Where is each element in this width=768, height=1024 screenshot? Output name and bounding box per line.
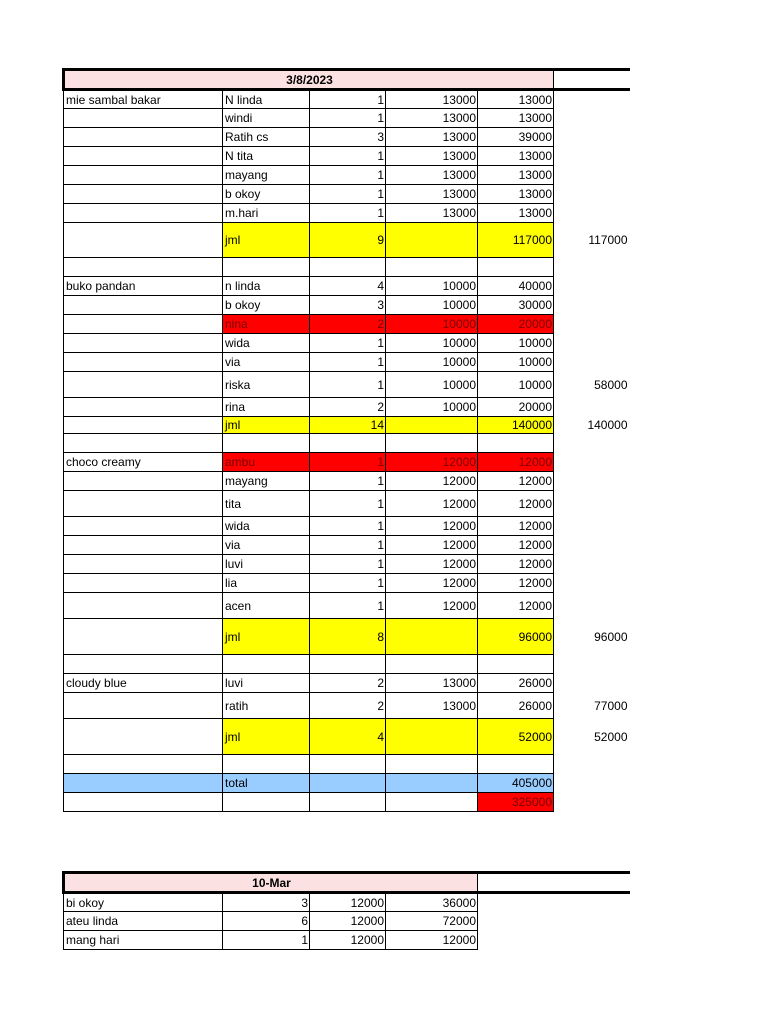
side-total-cell xyxy=(554,147,630,166)
price-cell: 13000 xyxy=(386,674,478,693)
qty-cell: 1 xyxy=(310,593,386,619)
amount-cell: 12000 xyxy=(478,593,554,619)
table-row xyxy=(64,372,630,398)
product-cell: choco creamy xyxy=(64,453,223,472)
qty-cell: 1 xyxy=(310,109,386,128)
table-row xyxy=(64,793,630,812)
name-cell: b okoy xyxy=(223,296,310,315)
qty-cell xyxy=(310,258,386,277)
qty-cell: 1 xyxy=(310,334,386,353)
qty-cell: 1 xyxy=(310,555,386,574)
table-row xyxy=(64,931,630,950)
amount-cell: 20000 xyxy=(478,315,554,334)
name-cell: m.hari xyxy=(223,204,310,223)
price-cell: 13000 xyxy=(386,147,478,166)
side-total-cell: 140000 xyxy=(587,418,628,432)
price-cell: 12000 xyxy=(386,517,478,536)
qty-cell: 1 xyxy=(310,147,386,166)
product-cell xyxy=(64,472,223,491)
name-cell: bi okoy xyxy=(64,893,223,912)
product-cell xyxy=(64,774,223,793)
table-row xyxy=(64,434,630,453)
subtotal-row xyxy=(64,223,630,258)
product-cell xyxy=(64,109,223,128)
amount-cell: 10000 xyxy=(478,353,554,372)
amount-cell: 26000 xyxy=(478,693,554,719)
name-cell xyxy=(223,793,310,812)
name-cell: Ratih cs xyxy=(223,128,310,147)
product-cell: mie sambal bakar xyxy=(64,90,223,109)
side-total-cell xyxy=(554,185,630,204)
product-cell xyxy=(64,593,223,619)
side-total-cell xyxy=(554,655,630,674)
price-cell: 10000 xyxy=(386,334,478,353)
table-row xyxy=(64,555,630,574)
price-cell: 13000 xyxy=(386,128,478,147)
price-cell: 12000 xyxy=(386,574,478,593)
product-cell xyxy=(64,147,223,166)
side-total-cell xyxy=(554,593,630,619)
product-cell xyxy=(64,555,223,574)
name-cell: jml xyxy=(223,619,310,655)
side-total-cell xyxy=(554,774,630,793)
side-total-cell: 77000 xyxy=(594,698,628,713)
name-cell: tita xyxy=(223,491,310,517)
price-cell: 12000 xyxy=(386,555,478,574)
product-cell xyxy=(64,517,223,536)
side-total-cell: 96000 xyxy=(594,629,628,644)
table-row xyxy=(64,593,630,619)
product-cell xyxy=(64,398,223,417)
product-cell: cloudy blue xyxy=(64,674,223,693)
amount-cell: 13000 xyxy=(478,147,554,166)
side-total-cell xyxy=(554,453,630,472)
table-row xyxy=(64,574,630,593)
table-row xyxy=(64,491,630,517)
amount-cell: 30000 xyxy=(478,296,554,315)
price-cell xyxy=(386,755,478,774)
name-cell: b okoy xyxy=(223,185,310,204)
amount-cell: 405000 xyxy=(478,774,554,793)
name-cell xyxy=(223,258,310,277)
name-cell: jml xyxy=(223,719,310,755)
amount-cell: 12000 xyxy=(478,536,554,555)
header-tail xyxy=(554,70,630,90)
price-cell: 12000 xyxy=(386,491,478,517)
price-cell: 13000 xyxy=(386,693,478,719)
name-cell: N tita xyxy=(223,147,310,166)
name-cell: mayang xyxy=(223,472,310,491)
name-cell: jml xyxy=(223,417,310,434)
name-cell: jml xyxy=(223,223,310,258)
subtotal-row xyxy=(64,417,630,434)
qty-cell xyxy=(310,434,386,453)
price-cell: 12000 xyxy=(386,472,478,491)
table-row xyxy=(64,277,630,296)
qty-cell: 3 xyxy=(310,128,386,147)
table-row xyxy=(64,655,630,674)
table-row xyxy=(64,893,630,912)
sheet-10-mar xyxy=(62,871,630,950)
name-cell: total xyxy=(223,774,310,793)
side-total-cell xyxy=(554,334,630,353)
qty-cell: 1 xyxy=(310,90,386,109)
qty-cell xyxy=(310,793,386,812)
name-cell: windi xyxy=(223,109,310,128)
price-cell: 13000 xyxy=(386,90,478,109)
amount-cell xyxy=(478,755,554,774)
name-cell: acen xyxy=(223,593,310,619)
name-cell: via xyxy=(223,536,310,555)
amount-cell: 13000 xyxy=(478,90,554,109)
product-cell xyxy=(64,417,223,434)
product-cell xyxy=(64,296,223,315)
side-total-cell: 58000 xyxy=(594,377,628,392)
price-cell: 12000 xyxy=(310,931,386,950)
amount-cell: 10000 xyxy=(478,334,554,353)
product-cell xyxy=(64,793,223,812)
amount-cell: 12000 xyxy=(478,517,554,536)
amount-cell: 140000 xyxy=(478,417,554,434)
price-cell: 12000 xyxy=(386,593,478,619)
name-cell: n linda xyxy=(223,277,310,296)
price-cell: 13000 xyxy=(386,185,478,204)
price-cell: 12000 xyxy=(386,453,478,472)
side-total-cell: 117000 xyxy=(588,233,628,247)
amount-cell: 20000 xyxy=(478,398,554,417)
qty-cell: 2 xyxy=(310,693,386,719)
name-cell xyxy=(223,655,310,674)
name-cell: mang hari xyxy=(64,931,223,950)
qty-cell: 3 xyxy=(310,296,386,315)
date-header-row-2 xyxy=(64,873,630,893)
product-cell xyxy=(64,128,223,147)
name-cell: ambu xyxy=(223,453,310,472)
table-row xyxy=(64,334,630,353)
qty-cell: 2 xyxy=(310,398,386,417)
name-cell: mayang xyxy=(223,166,310,185)
table-row xyxy=(64,90,630,109)
table-row xyxy=(64,296,630,315)
price-cell: 10000 xyxy=(386,398,478,417)
total-row xyxy=(64,774,630,793)
price-cell: 10000 xyxy=(386,315,478,334)
name-cell: lia xyxy=(223,574,310,593)
name-cell xyxy=(223,434,310,453)
qty-cell xyxy=(310,774,386,793)
side-total-cell xyxy=(554,109,630,128)
product-cell xyxy=(64,574,223,593)
price-cell: 13000 xyxy=(386,166,478,185)
amount-cell: 325000 xyxy=(478,793,554,812)
table-row xyxy=(64,204,630,223)
product-cell xyxy=(64,204,223,223)
product-cell xyxy=(64,166,223,185)
orders-table-10-mar xyxy=(62,871,630,950)
qty-cell: 1 xyxy=(310,372,386,398)
table-row xyxy=(64,693,630,719)
product-cell xyxy=(64,491,223,517)
amount-cell xyxy=(478,434,554,453)
side-total-cell xyxy=(554,296,630,315)
side-total-cell xyxy=(554,277,630,296)
side-total-cell xyxy=(554,555,630,574)
side-total-cell xyxy=(554,434,630,453)
table-row xyxy=(64,517,630,536)
qty-cell: 1 xyxy=(310,574,386,593)
qty-cell: 2 xyxy=(310,315,386,334)
side-total-cell xyxy=(554,574,630,593)
price-cell xyxy=(386,655,478,674)
side-total-cell xyxy=(554,674,630,693)
table-row xyxy=(64,912,630,931)
qty-cell: 1 xyxy=(310,353,386,372)
side-total-cell xyxy=(554,793,630,812)
side-total-cell xyxy=(554,90,630,109)
table-row xyxy=(64,398,630,417)
price-cell: 13000 xyxy=(386,109,478,128)
price-cell xyxy=(386,417,478,434)
amount-cell: 13000 xyxy=(478,166,554,185)
amount-cell: 13000 xyxy=(478,185,554,204)
product-cell xyxy=(64,655,223,674)
price-cell: 12000 xyxy=(386,536,478,555)
orders-table xyxy=(62,68,630,812)
qty-cell: 3 xyxy=(223,893,310,912)
side-total-cell xyxy=(554,517,630,536)
side-total-cell xyxy=(554,472,630,491)
sheet-3-8-2023 xyxy=(62,68,630,812)
qty-cell: 4 xyxy=(310,277,386,296)
table-row xyxy=(64,755,630,774)
name-cell: via xyxy=(223,353,310,372)
price-cell xyxy=(386,434,478,453)
price-cell: 10000 xyxy=(386,372,478,398)
price-cell: 10000 xyxy=(386,277,478,296)
side-total-cell xyxy=(554,128,630,147)
table-row xyxy=(64,536,630,555)
name-cell: wida xyxy=(223,334,310,353)
product-cell xyxy=(64,258,223,277)
product-cell xyxy=(64,372,223,398)
price-cell: 12000 xyxy=(310,912,386,931)
name-cell: nina xyxy=(223,315,310,334)
price-cell xyxy=(386,258,478,277)
side-total-cell xyxy=(554,491,630,517)
price-cell xyxy=(386,223,478,258)
product-cell xyxy=(64,334,223,353)
qty-cell: 1 xyxy=(310,491,386,517)
qty-cell: 8 xyxy=(310,619,386,655)
qty-cell: 1 xyxy=(310,472,386,491)
amount-cell: 12000 xyxy=(386,931,478,950)
price-cell: 10000 xyxy=(386,353,478,372)
table-row xyxy=(64,353,630,372)
name-cell xyxy=(223,755,310,774)
side-total-cell xyxy=(554,166,630,185)
amount-cell: 96000 xyxy=(478,619,554,655)
side-total-cell xyxy=(554,353,630,372)
side-total-cell xyxy=(554,536,630,555)
amount-cell: 36000 xyxy=(386,893,478,912)
qty-cell: 1 xyxy=(310,453,386,472)
amount-cell: 52000 xyxy=(478,719,554,755)
qty-cell: 1 xyxy=(310,185,386,204)
qty-cell: 2 xyxy=(310,674,386,693)
product-cell xyxy=(64,693,223,719)
table-row xyxy=(64,128,630,147)
product-cell xyxy=(64,353,223,372)
name-cell: luvi xyxy=(223,674,310,693)
product-cell xyxy=(64,185,223,204)
price-cell xyxy=(386,793,478,812)
name-cell: N linda xyxy=(223,90,310,109)
amount-cell: 40000 xyxy=(478,277,554,296)
amount-cell: 13000 xyxy=(478,204,554,223)
product-cell xyxy=(64,223,223,258)
name-cell: ateu linda xyxy=(64,912,223,931)
amount-cell: 13000 xyxy=(478,109,554,128)
price-cell: 12000 xyxy=(310,893,386,912)
amount-cell: 12000 xyxy=(478,491,554,517)
price-cell: 10000 xyxy=(386,296,478,315)
amount-cell: 39000 xyxy=(478,128,554,147)
header-tail-2 xyxy=(478,873,630,893)
side-total-cell: 52000 xyxy=(594,729,628,744)
table-row xyxy=(64,258,630,277)
table-row xyxy=(64,185,630,204)
name-cell: rina xyxy=(223,398,310,417)
qty-cell: 1 xyxy=(310,204,386,223)
amount-cell xyxy=(478,258,554,277)
table-row xyxy=(64,674,630,693)
amount-cell: 10000 xyxy=(478,372,554,398)
table-row xyxy=(64,147,630,166)
qty-cell: 1 xyxy=(310,517,386,536)
qty-cell: 1 xyxy=(310,536,386,555)
subtotal-row xyxy=(64,619,630,655)
amount-cell: 12000 xyxy=(478,574,554,593)
qty-cell: 6 xyxy=(223,912,310,931)
price-cell xyxy=(386,774,478,793)
amount-cell: 12000 xyxy=(478,472,554,491)
qty-cell xyxy=(310,755,386,774)
product-cell: buko pandan xyxy=(64,277,223,296)
product-cell xyxy=(64,536,223,555)
qty-cell: 14 xyxy=(310,417,386,434)
amount-cell: 72000 xyxy=(386,912,478,931)
date-header-row xyxy=(64,70,630,90)
amount-cell: 12000 xyxy=(478,453,554,472)
date-header-2: 10-Mar xyxy=(64,873,478,893)
side-total-cell xyxy=(554,315,630,334)
table-row xyxy=(64,453,630,472)
amount-cell xyxy=(478,655,554,674)
date-header: 3/8/2023 xyxy=(64,70,554,90)
price-cell xyxy=(386,619,478,655)
amount-cell: 12000 xyxy=(478,555,554,574)
side-total-cell xyxy=(554,755,630,774)
table-row xyxy=(64,315,630,334)
table-row xyxy=(64,472,630,491)
qty-cell: 1 xyxy=(310,166,386,185)
name-cell: luvi xyxy=(223,555,310,574)
table-row xyxy=(64,109,630,128)
side-total-cell xyxy=(554,398,630,417)
qty-cell: 1 xyxy=(223,931,310,950)
qty-cell: 4 xyxy=(310,719,386,755)
qty-cell xyxy=(310,655,386,674)
name-cell: ratih xyxy=(223,693,310,719)
price-cell: 13000 xyxy=(386,204,478,223)
amount-cell: 117000 xyxy=(478,223,554,258)
amount-cell: 26000 xyxy=(478,674,554,693)
product-cell xyxy=(64,755,223,774)
subtotal-row xyxy=(64,719,630,755)
product-cell xyxy=(64,719,223,755)
side-total-cell xyxy=(554,258,630,277)
side-total-cell xyxy=(554,204,630,223)
qty-cell: 9 xyxy=(310,223,386,258)
table-row xyxy=(64,166,630,185)
name-cell: riska xyxy=(223,372,310,398)
price-cell xyxy=(386,719,478,755)
product-cell xyxy=(64,315,223,334)
product-cell xyxy=(64,619,223,655)
product-cell xyxy=(64,434,223,453)
name-cell: wida xyxy=(223,517,310,536)
